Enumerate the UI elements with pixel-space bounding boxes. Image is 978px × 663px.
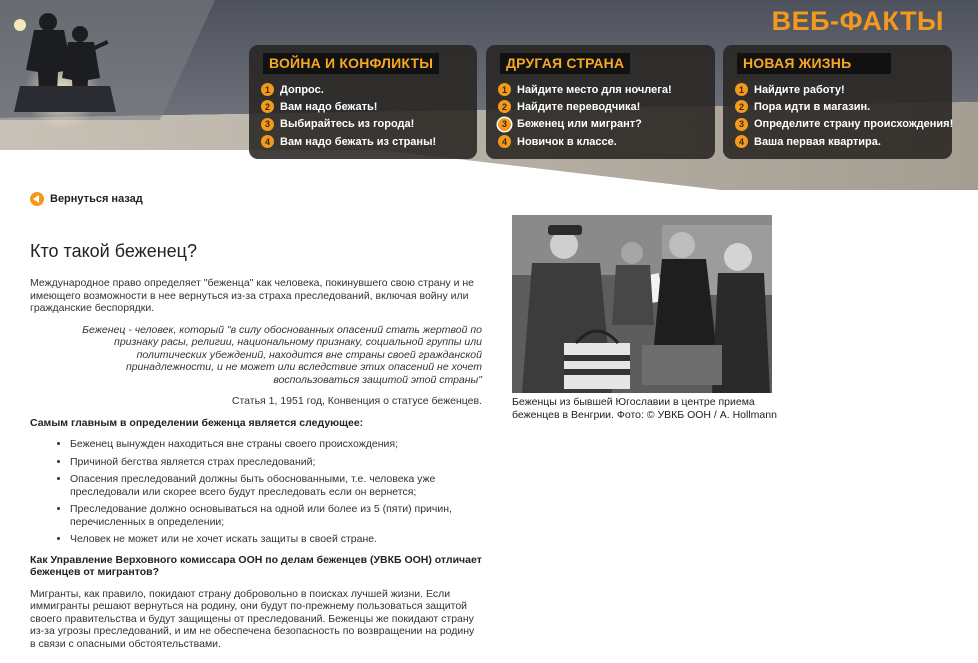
photo-caption: Беженцы из бывшей Югославии в центре приема беженцев в Венгрии. Фото: © УВКБ ООН / А. Hollmann <box>512 396 777 421</box>
criteria-list <box>30 438 482 546</box>
nav-item[interactable] <box>261 116 477 133</box>
nav-item[interactable] <box>261 133 477 150</box>
nav-item-label[interactable]: Вам надо бежать из страны! <box>280 135 437 148</box>
page-title: Кто такой беженец? <box>30 241 197 261</box>
nav-item-label[interactable]: Ваша первая квартира. <box>754 135 881 148</box>
nav-title[interactable]: НОВАЯ ЖИЗНЬ <box>737 53 891 74</box>
article <box>30 240 482 659</box>
definition-quote: Беженец - человек, который "в силу обоснованных опасений стать жертвой по признаку расы, религии, национальному признаку, социальной группы или политических убеждений, находится вне страны своей гражданской принадлежности, и не может или вследствие этих опасений не хочет воспользоваться защитой этой страны" <box>82 323 482 386</box>
nav-item-label[interactable]: Определите страну происхождения! <box>754 118 954 131</box>
nav-item[interactable] <box>261 98 477 115</box>
number-badge-icon: 1 <box>261 83 274 96</box>
nav-item-label[interactable]: Пора идти в магазин. <box>754 100 871 113</box>
number-badge-icon: 2 <box>498 100 511 113</box>
answer-paragraph: Мигранты, как правило, покидают страну добровольно в поисках лучшей жизни. Если иммигранты решают вернуться на родину, они будут по-прежнему пользоваться защитой своего правительства и будут защищены от преследований. Беженцы же покидают страну из-за угрозы преследований, и им не обеспечена безопасность по возвращении на родину в связи с опасными обстоятельствами. <box>30 587 475 650</box>
nav-title[interactable]: ВОЙНА И КОНФЛИКТЫ <box>263 53 439 74</box>
nav-item-current[interactable] <box>498 116 715 133</box>
nav-item-label[interactable]: Вам надо бежать! <box>280 100 378 113</box>
nav-box-war-and-conflicts <box>249 45 477 159</box>
nav-item-label[interactable]: Найдите место для ночлега! <box>517 83 672 96</box>
number-badge-icon: 4 <box>498 135 511 148</box>
list-item: • Опасения преследований должны быть обоснованными, т.е. человека уже преследовали или скорее всего будут преследовать если он вернется; <box>70 473 482 498</box>
number-badge-icon: 3 <box>261 118 274 131</box>
quote-source: Статья 1, 1951 год, Конвенция о статусе беженцев. <box>231 395 482 407</box>
list-heading: Самым главным в определении беженца является следующее: <box>30 416 364 429</box>
number-badge-icon: 1 <box>498 83 511 96</box>
nav-item-label[interactable]: Найдите переводчика! <box>517 100 641 113</box>
nav-item[interactable] <box>498 133 715 150</box>
nav-item-label[interactable]: Выбирайтесь из города! <box>280 118 415 131</box>
list-item: • Беженец вынужден находиться вне страны своего происхождения; <box>70 438 482 451</box>
nav-item-label[interactable]: Найдите работу! <box>754 83 845 96</box>
number-badge-icon: 1 <box>735 83 748 96</box>
question-heading: Как Управление Верховного комиссара ООН по делам беженцев (УВКБ ООН) отличает беженцев от мигрантов? <box>30 553 482 578</box>
site-logo[interactable]: ВЕБ-ФАКТЫ <box>771 6 944 36</box>
nav-item-label[interactable]: Беженец или мигрант? <box>517 118 642 131</box>
number-badge-icon: 3 <box>735 118 748 131</box>
nav-item[interactable] <box>498 98 715 115</box>
nav-box-new-life <box>723 45 952 159</box>
nav-item[interactable] <box>735 133 952 150</box>
nav-item[interactable] <box>735 81 952 98</box>
nav-list <box>261 81 477 150</box>
nav-box-another-country <box>486 45 715 159</box>
number-badge-icon: 4 <box>261 135 274 148</box>
nav-item[interactable] <box>735 116 952 133</box>
back-link[interactable] <box>30 192 143 206</box>
site-header <box>0 0 978 190</box>
nav-item[interactable] <box>261 81 477 98</box>
number-badge-icon: 3 <box>498 118 511 131</box>
number-badge-icon: 2 <box>735 100 748 113</box>
nav-item-label[interactable]: Допрос. <box>280 83 324 96</box>
nav-list <box>498 81 715 150</box>
nav-list <box>735 81 952 150</box>
refugees-photo <box>512 215 772 393</box>
number-badge-icon: 2 <box>261 100 274 113</box>
list-item: • Человек не может или не хочет искать защиты в своей стране. <box>70 533 482 546</box>
intro-paragraph: Международное право определяет "беженца" как человека, покинувшего свою страну и не имеющего возможности в нее вернуться из-за страха преследований, включая войну или гражданские беспорядки. <box>30 277 475 314</box>
arrow-left-icon <box>30 192 44 206</box>
list-item: • Преследование должно основываться на одной или более из 5 (пяти) причин, перечисленных в определении; <box>70 503 482 528</box>
nav-item[interactable] <box>735 98 952 115</box>
nav-title[interactable]: ДРУГАЯ СТРАНА <box>500 53 630 74</box>
back-link-label[interactable]: Вернуться назад <box>50 193 143 205</box>
nav-item-label[interactable]: Новичок в классе. <box>517 135 617 148</box>
list-item: • Причиной бегства является страх преследований; <box>70 456 482 469</box>
lamp-icon <box>14 19 26 31</box>
nav-item[interactable] <box>498 81 715 98</box>
number-badge-icon: 4 <box>735 135 748 148</box>
